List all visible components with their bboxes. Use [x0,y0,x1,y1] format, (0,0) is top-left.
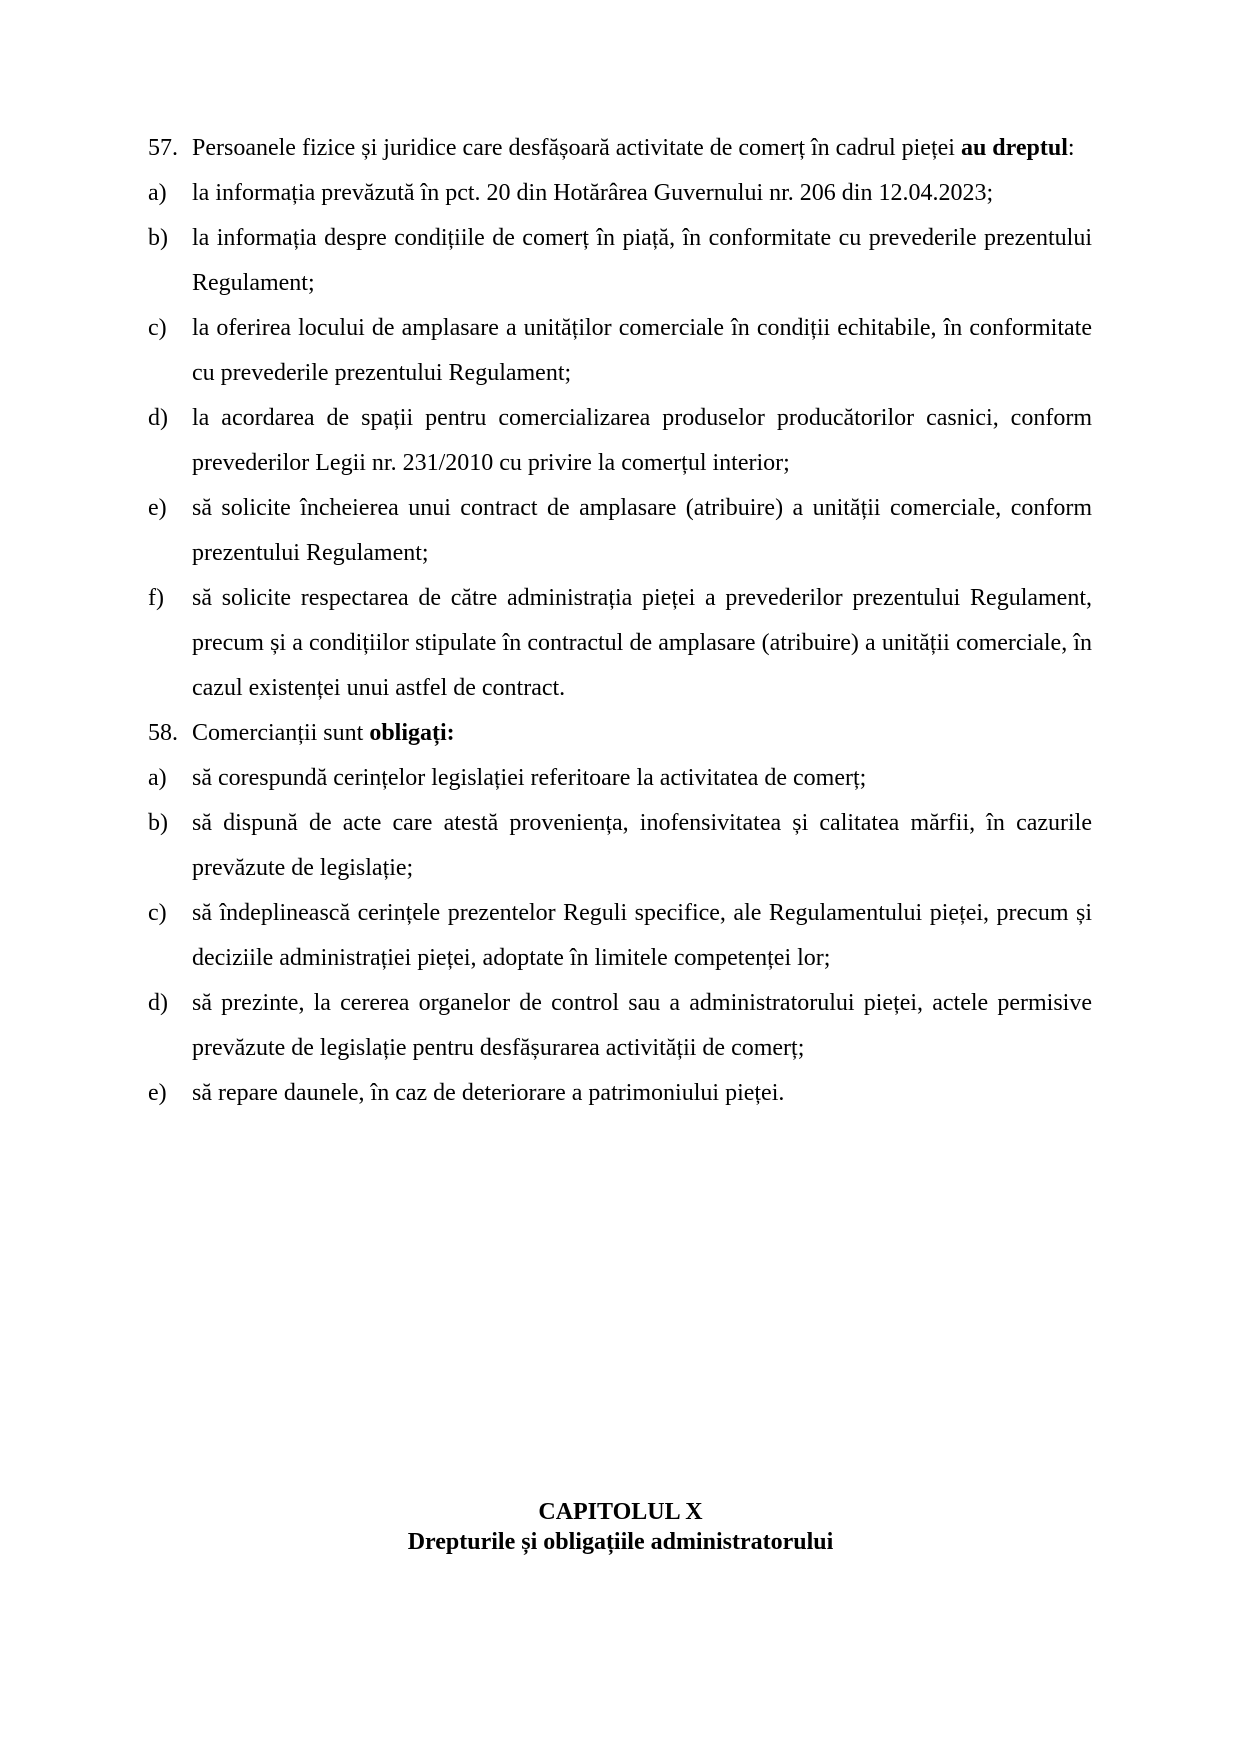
list-item [148,981,1092,1071]
list-item [148,891,1092,981]
list-item-text: la oferirea locului de amplasare a unităților comerciale în condiții echitabile, în conformitate cu prevederile prezentului Regulament; [192,315,1092,386]
list-marker: e) [148,1080,167,1106]
list-item-text: să corespundă cerințelor legislației referitoare la activitatea de comerț; [192,765,867,791]
list-item-text: să prezinte, la cererea organelor de control sau a administratorului pieței, actele permisive prevăzute de legislație pentru desfășurarea activității de comerț; [192,990,1092,1061]
list-marker: a) [148,180,167,206]
clause-text: Persoanele fizice și juridice care desfășoară activitate de comerț în cadrul pieței [192,135,961,161]
list-marker: d) [148,405,168,431]
list-item [148,306,1092,396]
list-marker: b) [148,810,168,836]
list-item-text: să îndeplinească cerințele prezentelor Reguli specifice, ale Regulamentului pieței, precum și deciziile administrației pieței, adoptate în limitele competenței lor; [192,900,1092,971]
list-marker: e) [148,495,167,521]
list-item-text: să dispună de acte care atestă proveniența, inofensivitatea și calitatea mărfii, în cazurile prevăzute de legislație; [192,810,1092,881]
list-marker: b) [148,225,168,251]
clause-text: Comercianții sunt [192,720,370,746]
clause-number: 58. [148,720,178,746]
clause-bold-text: obligați: [369,720,455,746]
list-item [148,486,1092,576]
clause-58 [148,711,1092,756]
list-marker: f) [148,585,164,611]
list-item [148,756,1092,801]
list-marker: c) [148,315,167,341]
chapter-subtitle: Drepturile și obligațiile administratorului [407,1529,834,1555]
list-marker: d) [148,990,168,1016]
list-item-text: să solicite respectarea de către administrația pieței a prevederilor prezentului Regulament, precum și a condițiilor stipulate în contractul de amplasare (atribuire) a unității comerciale, în cazul existenței unui astfel de contract. [192,585,1092,701]
list-marker: c) [148,900,167,926]
clause-punct: : [1067,135,1075,161]
list-marker: a) [148,765,167,791]
list-item-text: la informația prevăzută în pct. 20 din Hotărârea Guvernului nr. 206 din 12.04.2023; [192,180,994,206]
list-item-text: să repare daunele, în caz de deteriorare a patrimoniului pieței. [192,1080,785,1106]
clause-number: 57. [148,135,178,161]
clause-bold-text: au dreptul [960,135,1068,161]
list-item [148,801,1092,891]
list-item [148,1071,1092,1116]
chapter-title: CAPITOLUL X [538,1499,703,1525]
clause-57 [148,126,1092,171]
list-item [148,216,1092,306]
list-item-text: la acordarea de spații pentru comercializarea produselor producătorilor casnici, conform prevederilor Legii nr. 231/2010 cu privire la comerțul interior; [192,405,1092,476]
list-item [148,576,1092,711]
list-item-text: la informația despre condițiile de comerț în piață, în conformitate cu prevederile prezentului Regulament; [192,225,1092,296]
list-item [148,396,1092,486]
list-item [148,171,1092,216]
document-body [148,126,1092,1116]
list-item-text: să solicite încheierea unui contract de amplasare (atribuire) a unității comerciale, conform prezentului Regulament; [192,495,1092,566]
